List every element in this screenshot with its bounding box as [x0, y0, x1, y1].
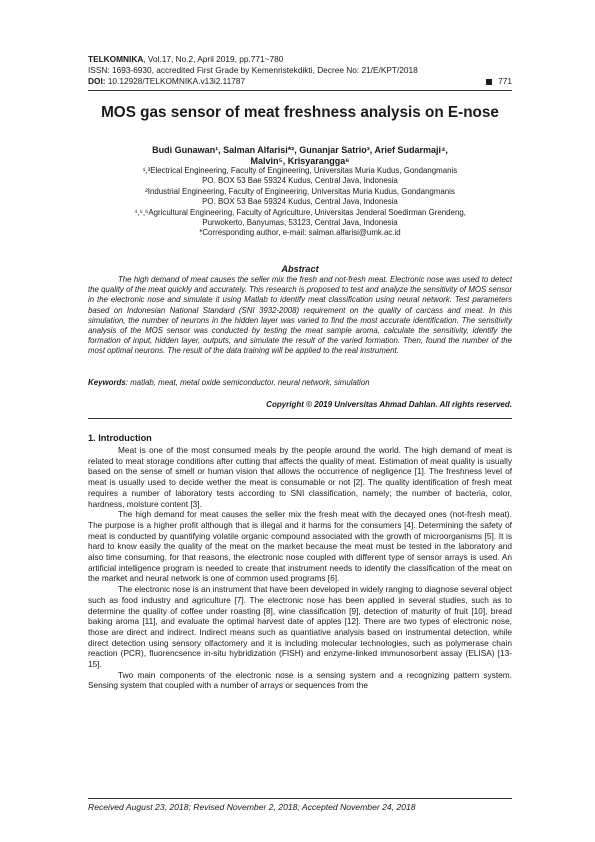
- page-number-block: [486, 76, 512, 87]
- corresponding-author[interactable]: *Corresponding author, e-mail: salman.alfarisi@umk.ac.id: [199, 228, 401, 238]
- issn-line: ISSN: 1693-6930, accredited First Grade by Kemenristekdikti, Decree No: 21/E/KPT/2018: [88, 65, 418, 75]
- journal-name: TELKOMNIKA: [88, 54, 144, 64]
- doi-label: DOI:: [88, 76, 106, 86]
- journal-citation: [88, 54, 512, 65]
- page-number: 771: [498, 76, 512, 86]
- affiliations: [88, 166, 512, 239]
- keywords-label: Keywords: [88, 378, 126, 387]
- journal-header: [88, 54, 512, 87]
- square-bullet-icon: [486, 79, 492, 85]
- paragraph: The electronic nose is an instrument that have been developed in widely ranging to diagnose several object such as food industry and agriculture [7]. The electronic nose has been applied in several studies, such as to determine the quality of coffee under roasting [8], wine classification [9], detection of maturity of fruit [10], bread baking aroma [11], and evaluate the optimal harvest date of apples [12]. There are two types of electronic nose, those are direct and indirect. Indirect means such as quantiative analysis based on instrumental detection, while direct detection using sensory olfactomery and it is including molecular technologies, such as polymerase chain reaction (PCR), fluorencsence in-situ hybridization (FISH) and enzyme-linked immunosorbent assay (ELISA) [13-15].: [88, 584, 512, 670]
- affiliation-line: ²Industrial Engineering, Faculty of Engineering, Universitas Muria Kudus, Gondangmanis: [145, 186, 455, 196]
- abstract-heading: Abstract: [281, 264, 319, 274]
- footer-rule: [88, 798, 512, 799]
- affiliation-line: Purwokerto, Banyumas, 53123, Central Java, Indonesia: [202, 218, 398, 228]
- paper-title: MOS gas sensor of meat freshness analysis on E-nose: [101, 104, 499, 121]
- header-rule: [88, 90, 512, 91]
- author-line: Malvin⁵, Krisyarangga⁶: [250, 156, 350, 166]
- abstract-rule: [88, 418, 512, 419]
- keywords-text: : matlab, meat, metal oxide semiconductor, neural network, simulation: [125, 378, 370, 387]
- keywords: [88, 378, 512, 388]
- doi-row: [88, 76, 512, 87]
- doi-line: [88, 76, 245, 87]
- introduction-body: [88, 445, 512, 691]
- author-list: [88, 145, 512, 167]
- abstract-text: The high demand of meat causes the seller mix the fresh and not-fresh meat. Electronic nose was used to detect the quality of the meat quickly and accurately. This research is proposed to test and analyze the sensitivity of MOS sensor in the electronic nose and simulate it using Matlab to identify meat classification using neural network. Test parameters based on Indonesian National Standard (SNI 3932-2008) requirement on the quality of carcass and meat. In this simulation, the number of neurons in the hidden layer was varied to find the most accurate identification. The sensitivity analysis of the MOS sensor was conducted by testing the meat sample aroma, calculate the sensitivity, identify the formation of input, hidden layer, outputs, and simulate the result of the varied formation. Then, found the number of the most optimal neurons. The result of the data training will be applied to the real instrument.: [88, 275, 512, 356]
- copyright-notice: Copyright © 2019 Universitas Ahmad Dahlan. All rights reserved.: [266, 400, 512, 409]
- paragraph: Meat is one of the most consumed meals by the people around the world. The high demand of meat is related to meat storage conditions after cutting that affects the quality of meat. Estimation of meat quality is usually based on the sense of smell or human vision that allows the occurrence of negligence [1]. The freshness level of meat is usually used to decide wether the meat is consumable or not [2]. The quality identification of fresh meat requires a number of laboratory tests according to SNI classification, namely; the number of bacteria, color, hardness, moisture content [3].: [88, 445, 512, 509]
- paragraph: The high demand for meat causes the seller mix the fresh meat with the decayed ones (not-fresh meat). The purpose is a higher profit although that is illegal and it harms for the consumers [4]. Determining the safety of meat is conducted by quantifying volatile organic compound associated with the growth of microorganisms [5]. It is hard to know easily the quality of the meat on the market because the meat must be tested in the laboratory and also time consuming, for that reasons, the electronic nose coupled with different type of sensor arrays is used. An artificial intelligence program is needed to create that instrument needs to identify the classification of the meat on the market and neural network is one of common used programs [6].: [88, 509, 512, 584]
- affiliation-line: ⁴,⁵,⁶Agricultural Engineering, Faculty of Agriculture, Universitas Jenderal Soedirman Grendeng,: [134, 207, 466, 217]
- affiliation-line: PO. BOX 53 Bae 59324 Kudus, Central Java, Indonesia: [202, 197, 398, 207]
- affiliation-line: PO. BOX 53 Bae 59324 Kudus, Central Java, Indonesia: [202, 176, 398, 186]
- author-line: Budi Gunawan¹, Salman Alfarisi*², Gunanjar Satrio³, Arief Sudarmaji⁴,: [152, 145, 448, 155]
- citation-text: , Vol.17, No.2, April 2019, pp.771~780: [143, 54, 284, 64]
- paragraph: Two main components of the electronic nose is a sensing system and a recognizing pattern system. Sensing system that coupled with a number of arrays or sequences from the: [88, 669, 512, 691]
- affiliation-line: ¹,³Electrical Engineering, Faculty of Engineering, Universitas Muria Kudus, Gondangmanis: [142, 166, 458, 175]
- section-heading: 1. Introduction: [88, 433, 152, 443]
- received-dates: Received August 23, 2018; Revised November 2, 2018; Accepted November 24, 2018: [88, 802, 416, 812]
- doi-value[interactable]: 10.12928/TELKOMNIKA.v13i2.11787: [105, 76, 246, 86]
